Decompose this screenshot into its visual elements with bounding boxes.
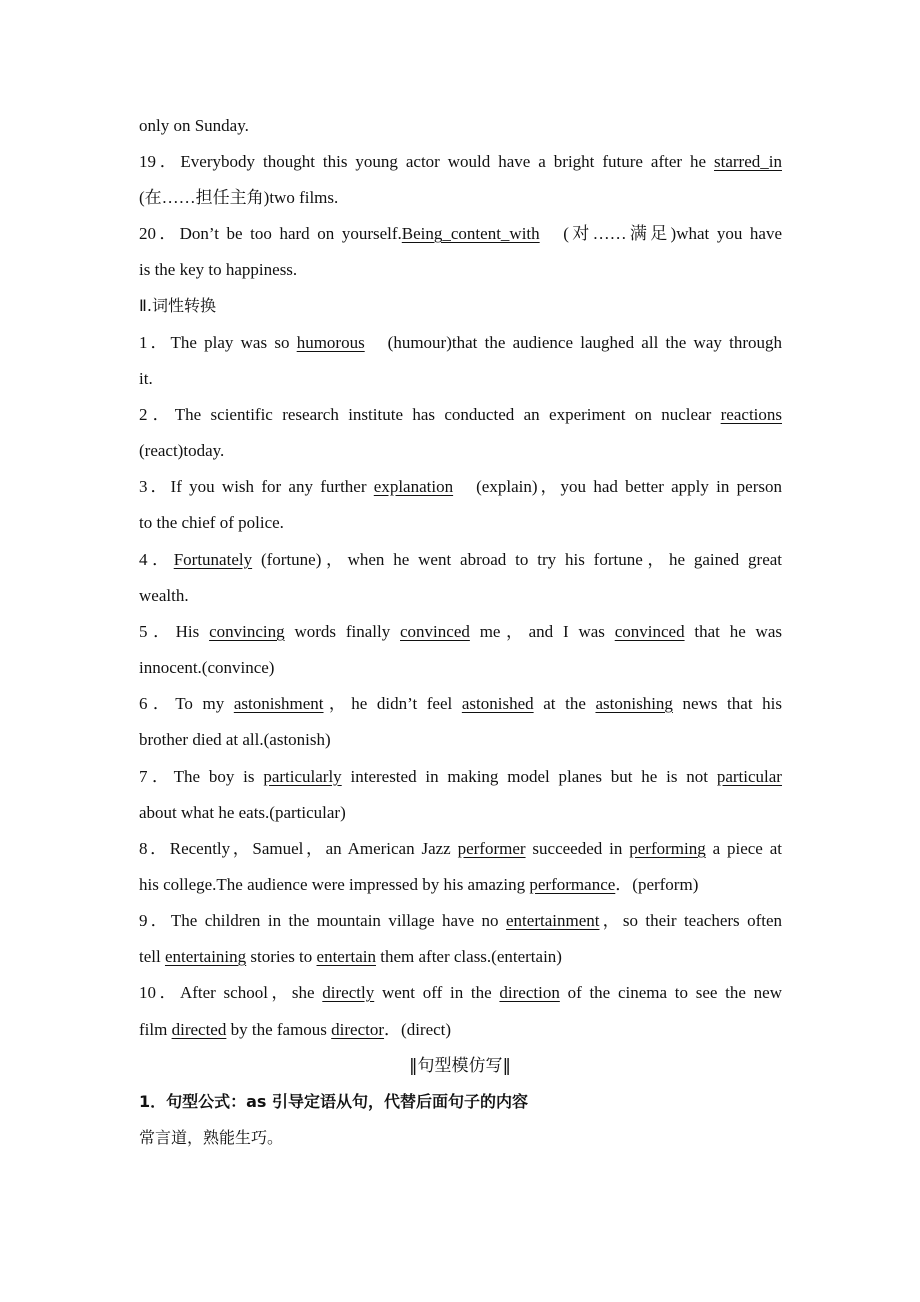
answer-blank: Being_content_with bbox=[401, 224, 540, 243]
text-segment: ‖句型模仿写‖ bbox=[409, 1056, 511, 1076]
text-segment: by the famous bbox=[226, 1020, 332, 1039]
answer-blank: performing bbox=[629, 839, 706, 858]
text-line bbox=[139, 1020, 782, 1040]
answer-blank: humorous bbox=[296, 333, 365, 352]
text-segment: (react)today. bbox=[139, 441, 225, 460]
text-segment: his college.The audience were impressed by his amazing bbox=[139, 875, 530, 894]
text-segment: them after class.(entertain) bbox=[376, 947, 562, 966]
text-line bbox=[139, 839, 782, 859]
text-segment: news that his bbox=[672, 694, 782, 713]
answer-blank: entertaining bbox=[164, 947, 247, 966]
text-line bbox=[139, 622, 782, 642]
text-line bbox=[139, 405, 782, 425]
answer-blank: entertainment bbox=[506, 911, 600, 930]
text-line bbox=[139, 260, 782, 280]
text-segment: wealth. bbox=[139, 586, 189, 605]
answer-blank: particular bbox=[716, 767, 782, 786]
answer-blank: astonishment bbox=[233, 694, 324, 713]
text-segment: 6．To my bbox=[139, 694, 234, 713]
pattern-heading bbox=[139, 1092, 782, 1112]
text-segment: of the cinema to see the new bbox=[559, 983, 782, 1002]
answer-blank: directly bbox=[322, 983, 375, 1002]
text-line bbox=[139, 1128, 782, 1148]
text-segment: ，so their teachers often bbox=[599, 911, 782, 930]
text-segment: 19．Everybody thought this young actor would have a bright future after he bbox=[139, 152, 715, 171]
text-segment: (对……满足)what you have bbox=[539, 224, 782, 243]
answer-blank: particularly bbox=[263, 767, 342, 786]
text-line bbox=[139, 875, 782, 895]
text-segment: film bbox=[139, 1020, 172, 1039]
text-segment: is the key to happiness. bbox=[139, 260, 298, 279]
text-line bbox=[139, 658, 782, 678]
answer-blank: astonished bbox=[461, 694, 534, 713]
text-segment: tell bbox=[139, 947, 165, 966]
text-segment: 2．The scientific research institute has conducted an experiment on nuclear bbox=[139, 405, 721, 424]
text-line bbox=[139, 730, 782, 750]
text-line bbox=[139, 441, 782, 461]
text-segment: (explain)，you had better apply in person bbox=[453, 477, 783, 496]
text-line bbox=[139, 333, 782, 353]
text-segment: 4． bbox=[139, 550, 174, 569]
text-line bbox=[139, 983, 782, 1003]
answer-blank: director bbox=[331, 1020, 385, 1039]
text-line bbox=[139, 767, 782, 787]
section-heading bbox=[0, 1056, 920, 1076]
text-segment: 7．The boy is bbox=[139, 767, 264, 786]
text-segment: succeeded in bbox=[525, 839, 630, 858]
text-segment: me，and I was bbox=[469, 622, 615, 641]
answer-blank: Fortunately bbox=[173, 550, 253, 569]
answer-blank: astonishing bbox=[595, 694, 673, 713]
text-segment: that he was bbox=[684, 622, 782, 641]
text-line bbox=[139, 188, 782, 208]
text-line bbox=[139, 477, 782, 497]
text-line bbox=[139, 369, 782, 389]
text-line bbox=[139, 224, 782, 244]
answer-blank: convinced bbox=[400, 622, 470, 641]
text-segment: 1．The play was so bbox=[139, 333, 297, 352]
text-segment: innocent.(convince) bbox=[139, 658, 275, 677]
text-segment: 1．句型公式：as 引导定语从句，代替后面句子的内容 bbox=[139, 1092, 529, 1111]
answer-blank: convinced bbox=[614, 622, 685, 641]
section-heading bbox=[139, 296, 782, 316]
answer-blank: directed bbox=[171, 1020, 227, 1039]
text-segment: stories to bbox=[246, 947, 317, 966]
text-line bbox=[139, 911, 782, 931]
answer-blank: performance bbox=[529, 875, 616, 894]
text-segment: a piece at bbox=[705, 839, 782, 858]
text-segment: 3．If you wish for any further bbox=[139, 477, 374, 496]
text-segment: 10．After school，she bbox=[139, 983, 323, 1002]
text-segment: ，he didn’t feel bbox=[323, 694, 462, 713]
text-segment: interested in making model planes but he is not bbox=[341, 767, 717, 786]
text-line bbox=[139, 694, 782, 714]
text-line bbox=[139, 152, 782, 172]
text-line bbox=[139, 803, 782, 823]
text-segment: about what he eats.(particular) bbox=[139, 803, 346, 822]
text-segment: words finally bbox=[284, 622, 401, 641]
text-segment: 5．His bbox=[139, 622, 210, 641]
text-segment: Ⅱ.词性转换 bbox=[139, 296, 216, 315]
text-segment: 9．The children in the mountain village have no bbox=[139, 911, 506, 930]
answer-blank: convincing bbox=[209, 622, 285, 641]
answer-blank: entertain bbox=[316, 947, 376, 966]
text-segment: (在……担任主角)two films. bbox=[139, 188, 339, 207]
answer-blank: performer bbox=[457, 839, 526, 858]
answer-blank: starred_in bbox=[714, 152, 782, 171]
text-line bbox=[139, 513, 782, 533]
text-segment: (humour)that the audience laughed all the way through bbox=[364, 333, 782, 352]
answer-blank: direction bbox=[499, 983, 560, 1002]
answer-blank: reactions bbox=[720, 405, 782, 424]
text-segment: 常言道，熟能生巧。 bbox=[139, 1128, 284, 1147]
text-line bbox=[139, 550, 782, 570]
text-segment: to the chief of police. bbox=[139, 513, 284, 532]
text-segment: 20．Don’t be too hard on yourself. bbox=[139, 224, 402, 243]
text-segment: brother died at all.(astonish) bbox=[139, 730, 331, 749]
text-segment: ．(direct) bbox=[384, 1020, 452, 1039]
text-segment: only on Sunday. bbox=[139, 116, 249, 135]
text-segment: at the bbox=[533, 694, 596, 713]
answer-blank: explanation bbox=[373, 477, 454, 496]
text-segment: 8．Recently，Samuel，an American Jazz bbox=[139, 839, 458, 858]
text-segment: went off in the bbox=[374, 983, 500, 1002]
text-line bbox=[139, 116, 782, 136]
text-segment: (fortune)，when he went abroad to try his fortune，he gained great bbox=[252, 550, 783, 569]
text-line bbox=[139, 947, 782, 967]
text-segment: ．(perform) bbox=[615, 875, 699, 894]
text-line bbox=[139, 586, 782, 606]
text-segment: it. bbox=[139, 369, 153, 388]
